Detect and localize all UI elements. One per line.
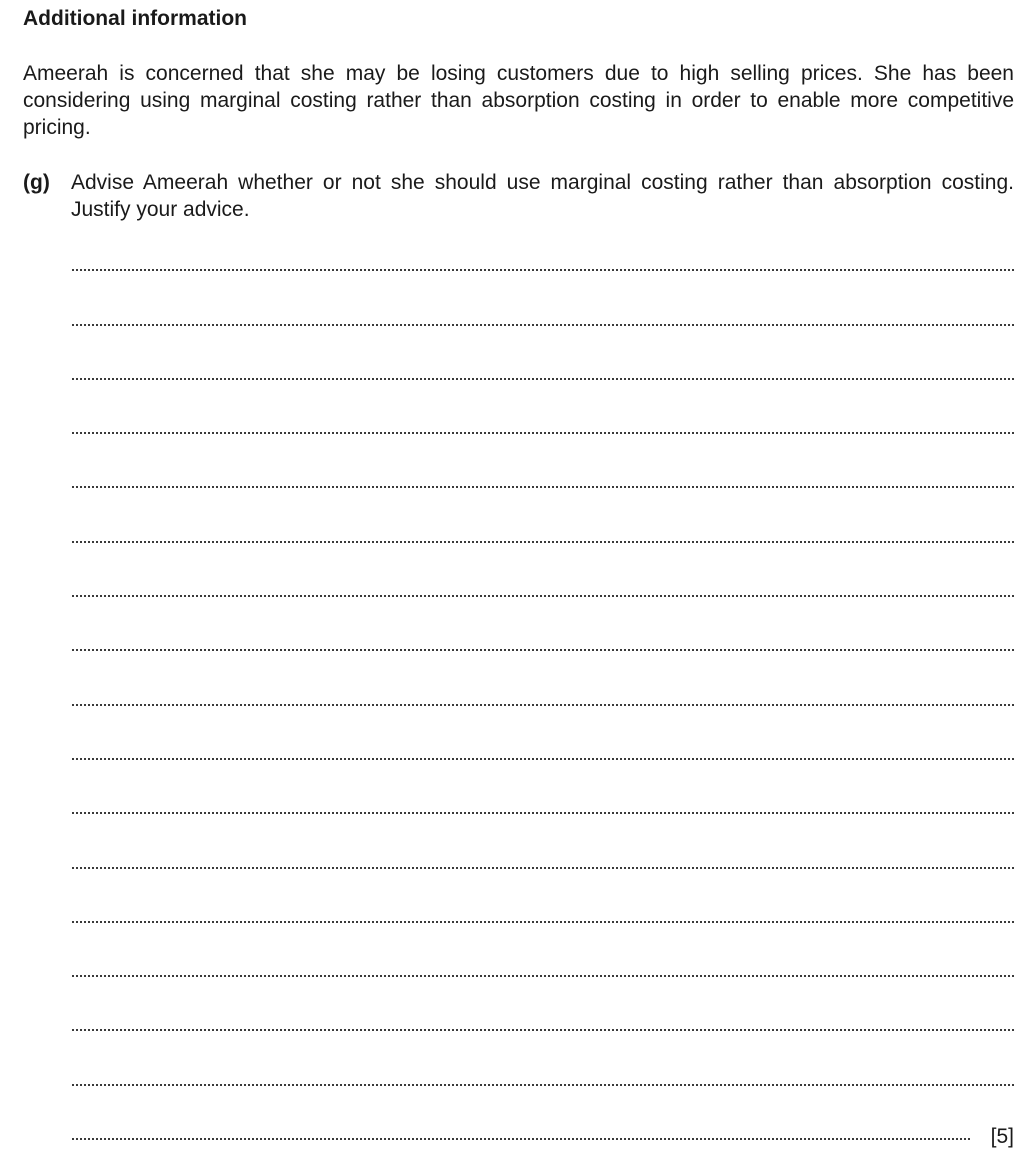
answer-line[interactable] (72, 1057, 1014, 1111)
dotted-rule (72, 595, 1014, 597)
answer-line[interactable] (72, 569, 1014, 623)
answer-line[interactable] (72, 297, 1014, 351)
answer-line[interactable] (72, 732, 1014, 786)
section-heading: Additional information (23, 7, 247, 30)
dotted-rule (72, 432, 1014, 434)
answer-line[interactable] (72, 949, 1014, 1003)
dotted-rule (72, 324, 1014, 326)
answer-line[interactable] (72, 786, 1014, 840)
dotted-rule (72, 1084, 1014, 1086)
dotted-rule (72, 378, 1014, 380)
question-g (23, 169, 1014, 223)
question-label: (g) (23, 171, 50, 194)
answer-line[interactable] (72, 514, 1014, 568)
answer-line[interactable] (72, 243, 1014, 297)
intro-paragraph: Ameerah is concerned that she may be losing customers due to high selling prices. She has been considering using marginal costing rather than absorption costing in order to enable more competitive pricing. (23, 62, 1014, 139)
answer-line[interactable] (72, 840, 1014, 894)
dotted-rule (72, 269, 1014, 271)
dotted-rule (72, 867, 1014, 869)
dotted-rule (72, 975, 1014, 977)
answer-line[interactable] (72, 677, 1014, 731)
dotted-rule (72, 812, 1014, 814)
answer-line[interactable] (72, 1003, 1014, 1057)
marks-indicator: [5] (990, 1125, 1014, 1149)
question-text: Advise Ameerah whether or not she should use marginal costing rather than absorption costing. Justify your advice. (71, 171, 1014, 221)
answer-line[interactable] (72, 895, 1014, 949)
dotted-rule (72, 649, 1014, 651)
answer-area[interactable] (72, 243, 1014, 1166)
answer-line[interactable] (72, 352, 1014, 406)
answer-line[interactable] (72, 460, 1014, 514)
dotted-rule (72, 486, 1014, 488)
answer-line[interactable] (72, 406, 1014, 460)
dotted-rule (72, 921, 1014, 923)
dotted-rule (72, 1138, 970, 1140)
answer-line[interactable] (72, 623, 1014, 677)
dotted-rule (72, 541, 1014, 543)
answer-line[interactable] (72, 1112, 1014, 1166)
dotted-rule (72, 704, 1014, 706)
dotted-rule (72, 1029, 1014, 1031)
dotted-rule (72, 758, 1014, 760)
